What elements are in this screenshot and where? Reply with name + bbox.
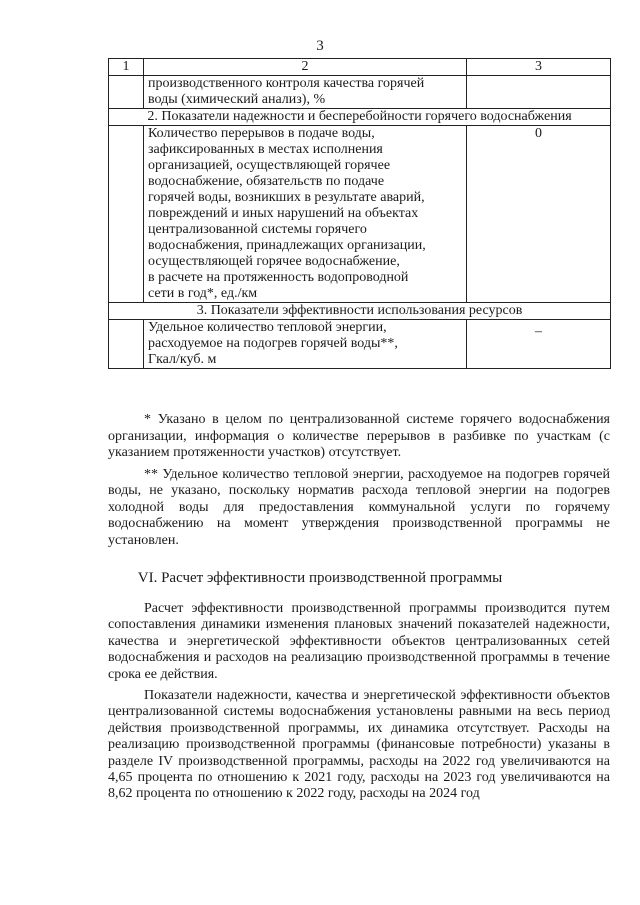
table-cell-number	[109, 320, 144, 369]
dash-value: –	[535, 324, 542, 339]
table-cell-number	[109, 76, 144, 109]
paragraph-2: Показатели надежности, качества и энергетической эффективности объектов централизованной системы водоснабжения установлены равными на весь период действия производственной программы, их динамика отсутствует. Расходы на реализацию производственной программы (финансовые потребности) указаны в разделе IV производственной программы, расходы на 2022 год увеличиваются на 4,65 процента по отношению к 2021 году, расходы на 2023 год увеличиваются на 8,62 процента по отношению к 2022 году, расходы на 2024 год	[108, 688, 610, 802]
footnotes	[108, 412, 610, 554]
table-cell-value	[467, 76, 611, 109]
table-header-cell-3: 3	[467, 59, 611, 76]
table-cell-number	[109, 126, 144, 303]
table-header-cell-2: 2	[144, 59, 467, 76]
paragraph-1: Расчет эффективности производственной программы производится путем сопоставления динамики изменения плановых значений показателей надежности, качества и энергетической эффективности объектов централизованных сетей водоснабжения и расходов на реализацию производственной программы в течение срока ее действия.	[108, 601, 610, 682]
table-section-row	[109, 109, 611, 126]
table-cell-indicator: производственного контроля качества горячей воды (химический анализ), %	[144, 76, 467, 109]
section-body	[108, 601, 610, 808]
section-title-reliability: 2. Показатели надежности и бесперебойности горячего водоснабжения	[109, 109, 611, 126]
table-row	[109, 76, 611, 109]
footnote-2: ** Удельное количество тепловой энергии, расходуемое на подогрев горячей воды, не указано, поскольку норматив расхода тепловой энергии на подогрев холодной воды для предоставления коммунальной услуги по горячему водоснабжению на момент утверждения производственной программы не установлен.	[108, 466, 610, 548]
table-row	[109, 320, 611, 369]
table-header-row	[109, 59, 611, 76]
footnote-1: * Указано в целом по централизованной системе горячего водоснабжения организации, информация о количестве перерывов в разбивке по участкам (с указанием протяженности участков) отсутствует.	[108, 412, 610, 460]
page-number: 3	[316, 38, 324, 54]
table-cell-value: 0	[467, 126, 611, 303]
table-cell-indicator: Удельное количество тепловой энергии, расходуемое на подогрев горячей воды**, Гкал/куб. м	[144, 320, 467, 369]
table-cell-indicator: Количество перерывов в подаче воды, зафиксированных в местах исполнения организацией, осуществляющей горячее водоснабжение, обязательств по подаче горячей воды, возникших в результате аварий, повреждений и иных нарушений на объектах централизованной системы горячего водоснабжения, принадлежащих организации, осуществляющей горячее водоснабжение, в расчете на протяженность водопроводной сети в год*, ед./км	[144, 126, 467, 303]
table-section-row	[109, 303, 611, 320]
table-row	[109, 126, 611, 303]
indicators-table	[108, 58, 611, 369]
table-header-cell-1: 1	[109, 59, 144, 76]
section-title-efficiency: 3. Показатели эффективности использования ресурсов	[109, 303, 611, 320]
section-heading: VI. Расчет эффективности производственной программы	[137, 570, 503, 586]
table-cell-value	[467, 320, 611, 369]
